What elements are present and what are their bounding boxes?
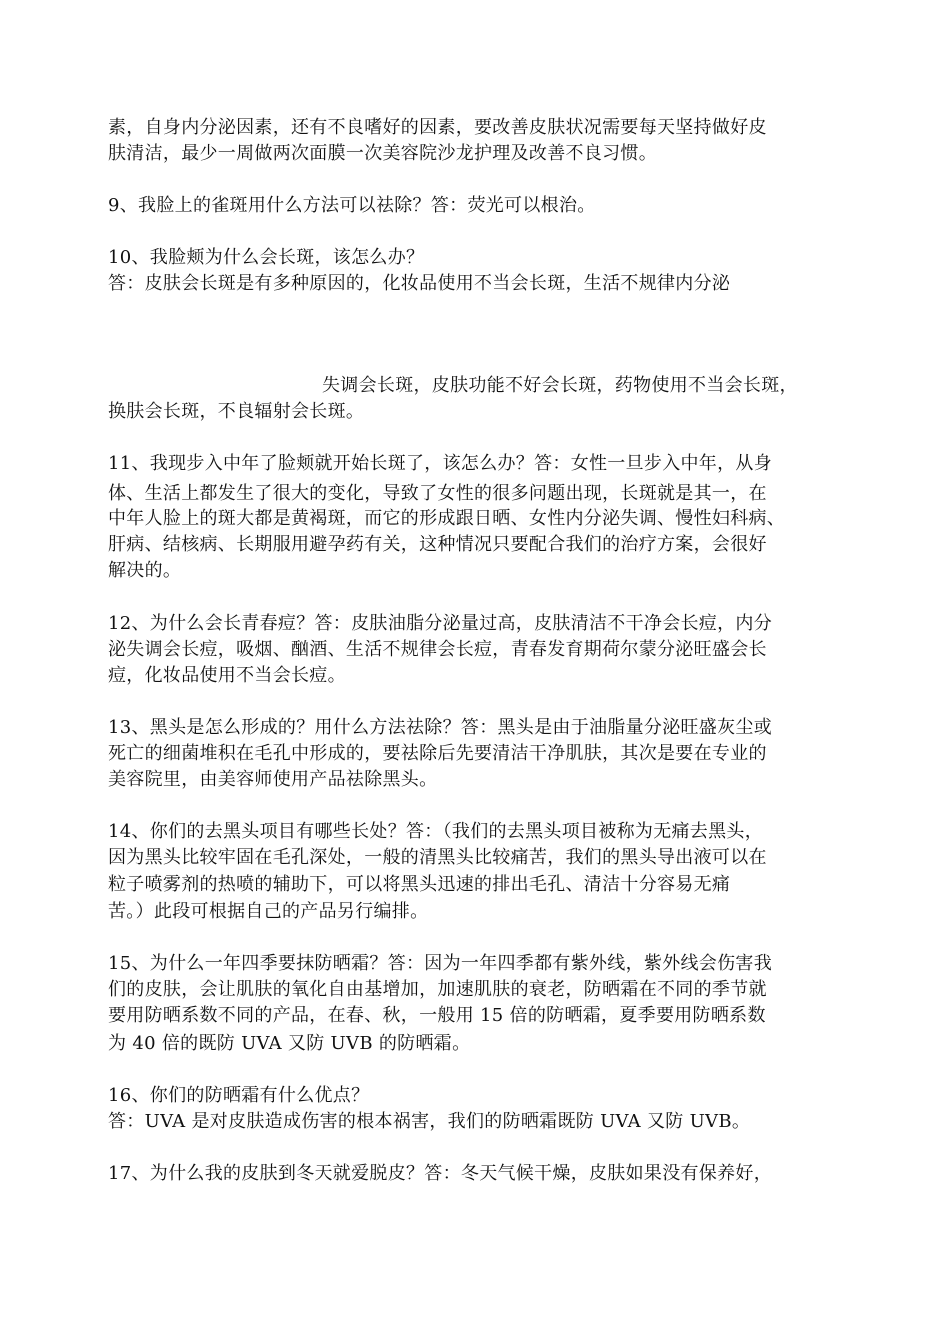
text-line: 泌失调会长痘，吸烟、酗酒、生活不规律会长痘，青春发育期荷尔蒙分泌旺盛会长: [108, 639, 767, 660]
text-line: 们的皮肤，会让肌肤的氧化自由基增加，加速肌肤的衰老，防晒霜在不同的季节就: [108, 979, 767, 1000]
text-line: 答：UVA 是对皮肤造成伤害的根本祸害，我们的防晒霜既防 UVA 又防 UVB。: [108, 1111, 751, 1132]
text-line: 美容院里，由美容师使用产品祛除黑头。: [108, 769, 438, 790]
text-line: 痘，化妆品使用不当会长痘。: [108, 665, 346, 686]
text-line: 12、为什么会长青春痘？答：皮肤油脂分泌量过高，皮肤清洁不干净会长痘，内分: [108, 613, 773, 634]
text-line: 15、为什么一年四季要抹防晒霜？答：因为一年四季都有紫外线，紫外线会伤害我: [108, 953, 773, 974]
text-line: 肤清洁，最少一周做两次面膜一次美容院沙龙护理及改善不良习惯。: [108, 143, 657, 164]
text-line: 换肤会长斑，不良辐射会长斑。: [108, 401, 365, 422]
text-line: 10、我脸颊为什么会长斑，该怎么办？: [108, 247, 425, 268]
text-line: 失调会长斑，皮肤功能不好会长斑，药物使用不当会长斑，: [322, 375, 798, 396]
text-line: 9、我脸上的雀斑用什么方法可以祛除？答：荧光可以根治。: [108, 195, 596, 216]
text-line: 16、你们的防晒霜有什么优点？: [108, 1085, 370, 1106]
text-line: 素，自身内分泌因素，还有不良嗜好的因素，要改善皮肤状况需要每天坚持做好皮: [108, 117, 767, 138]
text-line: 解决的。: [108, 560, 182, 581]
text-line: 粒子喷雾剂的热喷的辅助下，可以将黑头迅速的排出毛孔、清洁十分容易无痛: [108, 874, 731, 895]
text-line: 因为黑头比较牢固在毛孔深处，一般的清黑头比较痛苦，我们的黑头导出液可以在: [108, 847, 767, 868]
text-line: 中年人脸上的斑大都是黄褐斑，而它的形成跟日晒、女性内分泌失调、慢性妇科病、: [108, 508, 786, 529]
text-line: 答：皮肤会长斑是有多种原因的，化妆品使用不当会长斑，生活不规律内分泌: [108, 273, 731, 294]
text-line: 17、为什么我的皮肤到冬天就爱脱皮？答：冬天气候干燥，皮肤如果没有保养好，: [108, 1163, 773, 1184]
text-line: 11、我现步入中年了脸颊就开始长斑了，该怎么办？答：女性一旦步入中年，从身: [108, 453, 773, 474]
text-line: 死亡的细菌堆积在毛孔中形成的，要祛除后先要清洁干净肌肤，其次是要在专业的: [108, 743, 767, 764]
text-line: 13、黑头是怎么形成的？用什么方法祛除？答：黑头是由于油脂量分泌旺盛灰尘或: [108, 717, 773, 738]
text-line: 要用防晒系数不同的产品，在春、秋，一般用 15 倍的防晒霜，夏季要用防晒系数: [108, 1005, 766, 1026]
text-line: 为 40 倍的既防 UVA 又防 UVB 的防晒霜。: [108, 1033, 471, 1054]
text-line: 苦。）此段可根据自己的产品另行编排。: [108, 901, 429, 922]
text-line: 体、生活上都发生了很大的变化，导致了女性的很多问题出现，长斑就是其一，在: [108, 483, 767, 504]
text-line: 肝病、结核病、长期服用避孕药有关，这种情况只要配合我们的治疗方案，会很好: [108, 534, 767, 555]
text-line: 14、你们的去黑头项目有哪些长处？答：（我们的去黑头项目被称为无痛去黑头，: [108, 821, 764, 842]
